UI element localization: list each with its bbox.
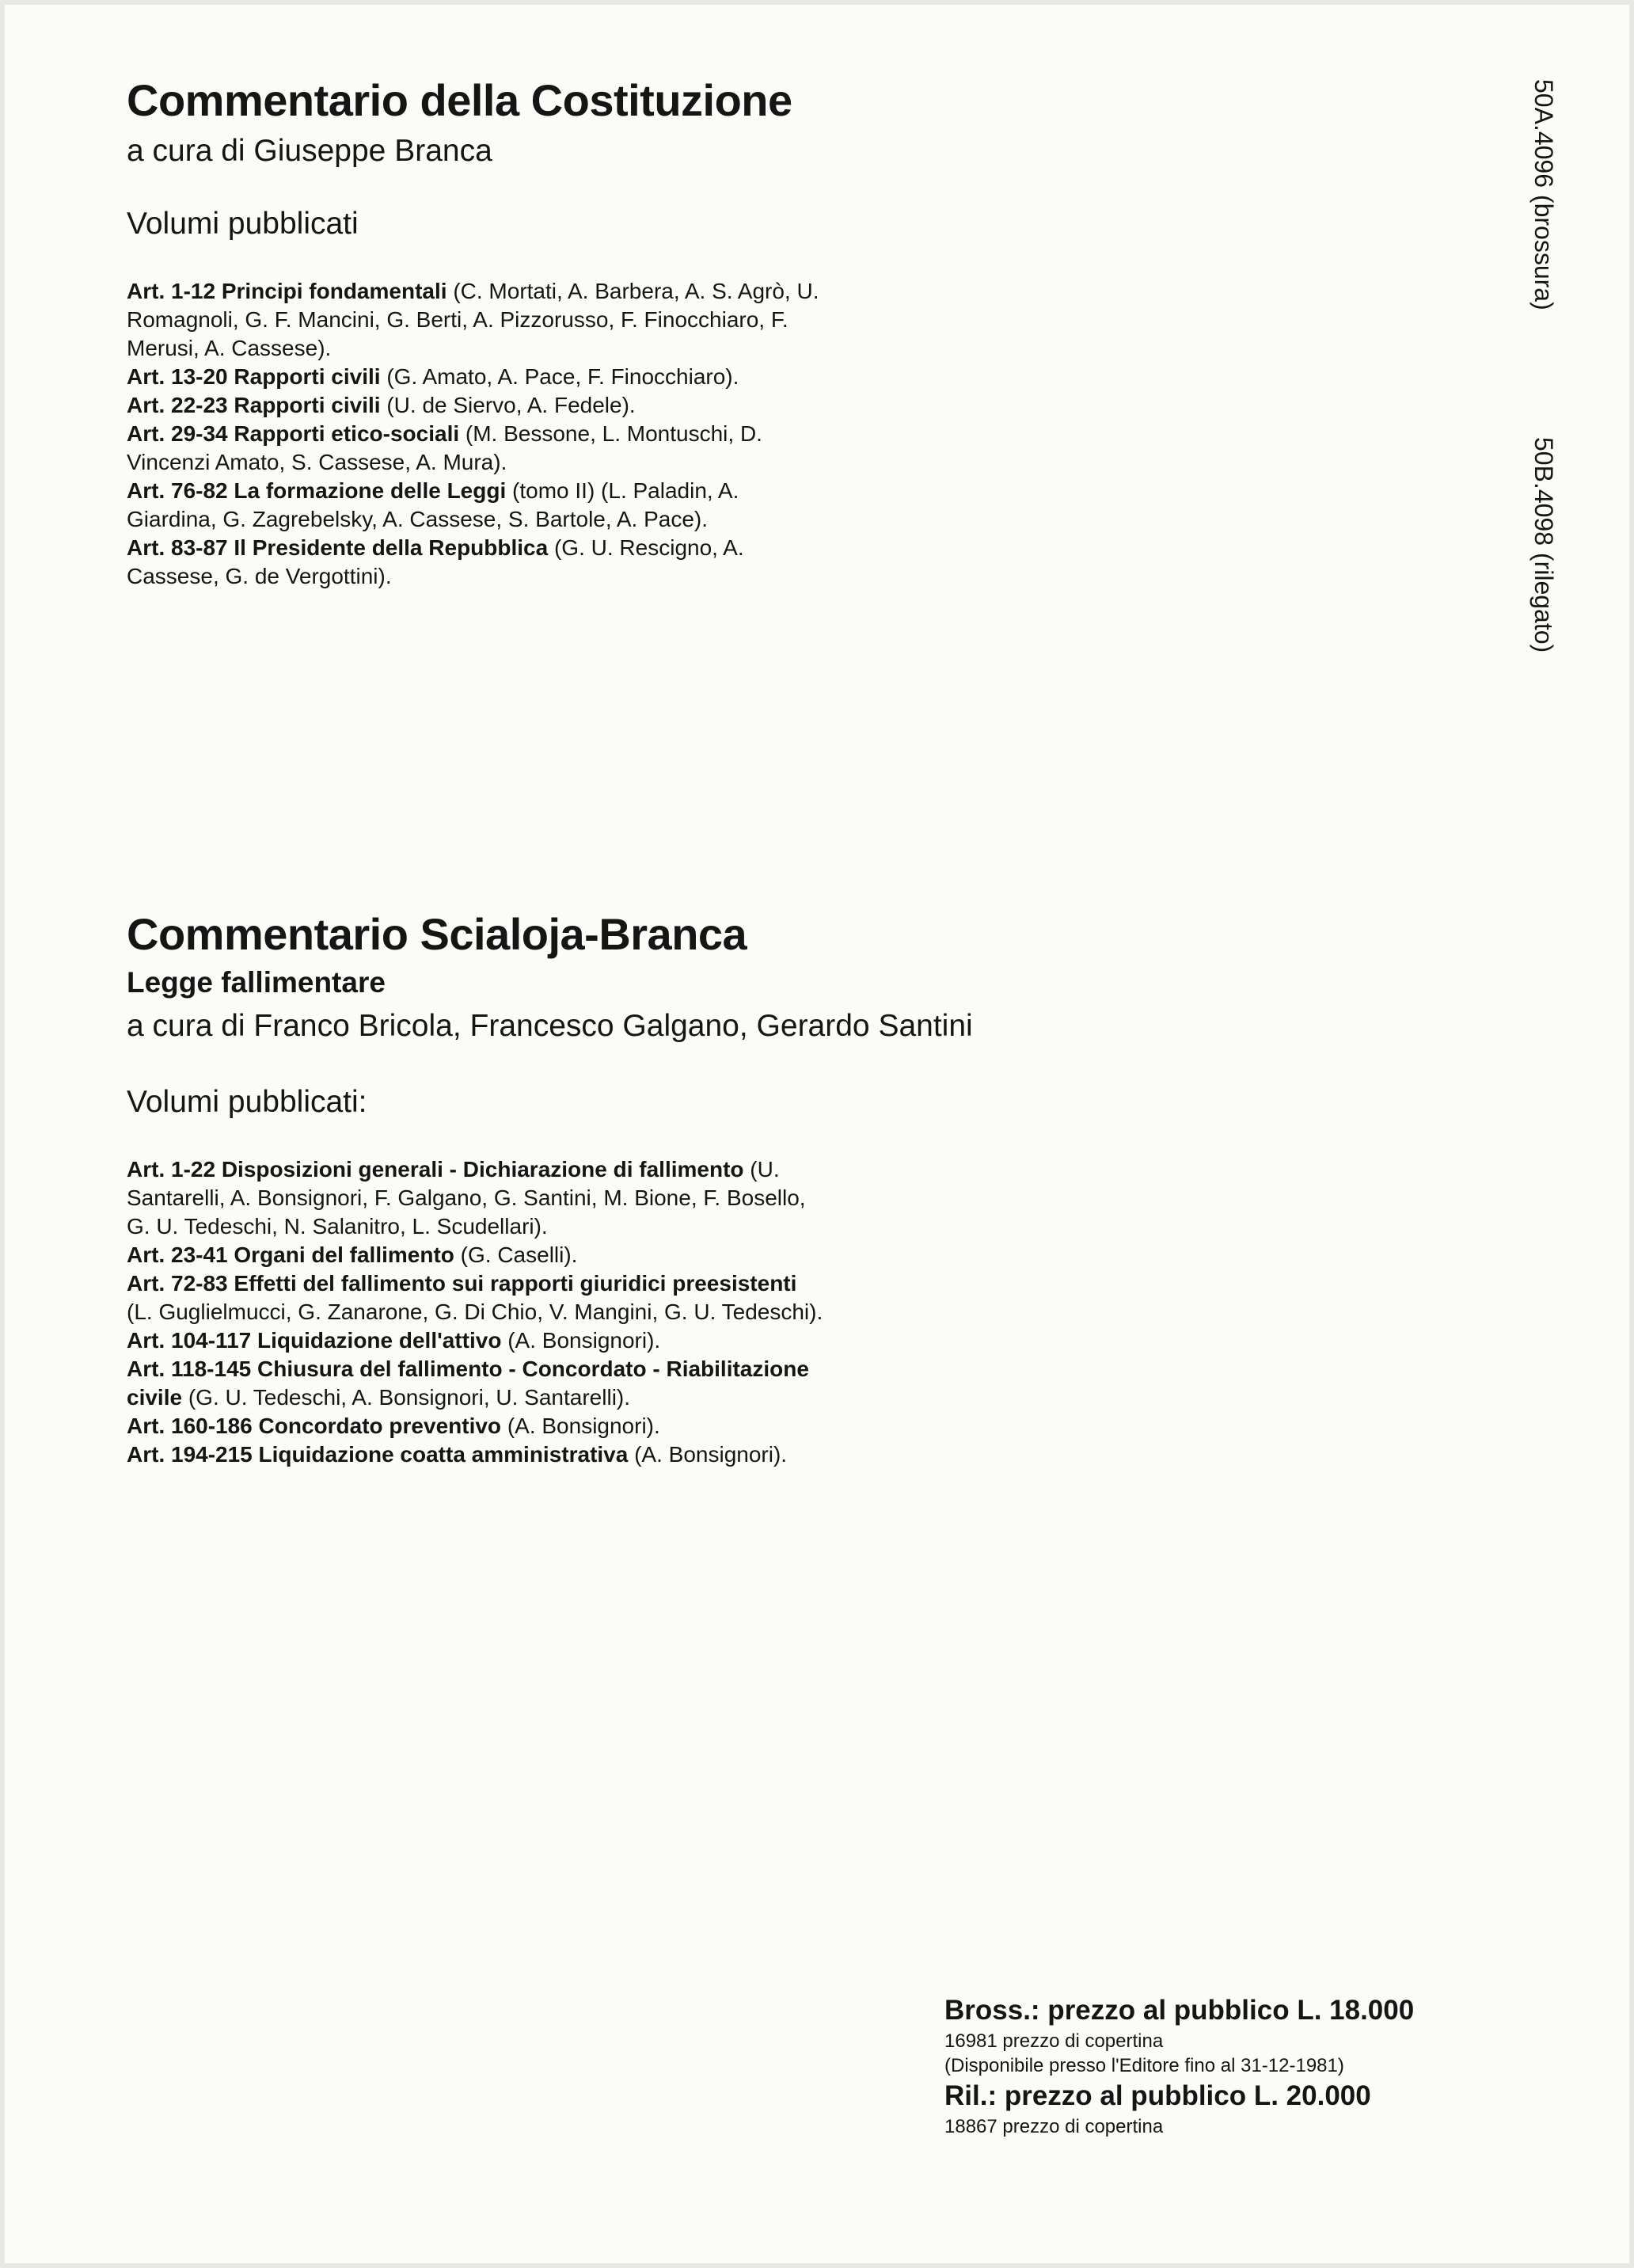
volume-entry	[127, 1355, 823, 1412]
entry-authors: (L. Guglielmucci, G. Zanarone, G. Di Chio, V. Mangini, G. U. Tedeschi).	[127, 1300, 823, 1324]
entry-articles: Art. 194-215	[127, 1442, 253, 1467]
entry-title: Liquidazione coatta amministrativa	[258, 1442, 629, 1467]
catalog-code-rilegato: 50B.4098 (rilegato)	[1530, 437, 1558, 653]
entry-articles: Art. 118-145	[127, 1357, 252, 1381]
entry-extra: (tomo II)	[512, 478, 595, 503]
entry-title: Rapporti etico-sociali	[234, 421, 460, 446]
section-commentario-costituzione	[127, 73, 1472, 591]
ril-cover-price: 18867 prezzo di copertina	[944, 2116, 1164, 2137]
entry-authors: (U. de Siervo, A. Fedele).	[386, 393, 636, 417]
pricing-block	[944, 1992, 1594, 2139]
entry-articles: Art. 22-23	[127, 393, 228, 417]
entry-title: Chiusura del fallimento - Concordato - Riabilitazione civile	[127, 1357, 809, 1410]
volume-entry	[127, 1155, 823, 1241]
bross-availability-note: (Disponibile presso l'Editore fino al 31-12-1981)	[944, 2055, 1344, 2076]
volumes-heading: Volumi pubblicati	[127, 207, 359, 241]
entry-authors: (U. Santarelli, A. Bonsignori, F. Galgano, G. Santini, M. Bione, F. Bosello, G. U. Tedeschi, N. Salanitro, L. Scudellari).	[127, 1157, 806, 1239]
entry-articles: Art. 104-117	[127, 1328, 252, 1353]
entry-authors: (A. Bonsignori).	[507, 1328, 661, 1353]
entry-title: La formazione delle Leggi	[234, 478, 507, 503]
entry-title: Il Presidente della Repubblica	[234, 535, 549, 560]
entry-articles: Art. 23-41	[127, 1242, 228, 1267]
entry-articles: Art. 29-34	[127, 421, 228, 446]
entry-articles: Art. 76-82	[127, 478, 228, 503]
bross-price: Bross.: prezzo al pubblico L. 18.000	[944, 1995, 1415, 2026]
entry-title: Organi del fallimento	[234, 1242, 454, 1267]
volume-entry	[127, 277, 823, 363]
entry-authors: (L. Paladin, A. Giardina, G. Zagrebelsky, A. Cassese, S. Bartole, A. Pace).	[127, 478, 739, 531]
series-title: Commentario Scialoja-Branca	[127, 909, 747, 959]
entry-authors: (A. Bonsignori).	[507, 1414, 660, 1438]
entry-title: Rapporti civili	[234, 364, 381, 389]
volume-entry	[127, 1326, 823, 1355]
entry-title: Disposizioni generali - Dichiarazione di fallimento	[221, 1157, 744, 1182]
volume-entry	[127, 1412, 823, 1440]
entry-authors: (A. Bonsignori).	[634, 1442, 788, 1467]
entry-articles: Art. 160-186	[127, 1414, 253, 1438]
series-title: Commentario della Costituzione	[127, 75, 792, 125]
section-commentario-scialoja-branca	[127, 907, 1472, 1469]
volume-entry	[127, 477, 823, 534]
entry-articles: Art. 83-87	[127, 535, 228, 560]
volume-entry	[127, 534, 823, 591]
entry-authors: (G. U. Tedeschi, A. Bonsignori, U. Santarelli).	[188, 1385, 631, 1410]
volumes-heading: Volumi pubblicati:	[127, 1085, 367, 1119]
entry-title: Concordato preventivo	[258, 1414, 502, 1438]
volume-entry	[127, 1440, 823, 1469]
entry-authors: (M. Bessone, L. Montuschi, D. Vincenzi Amato, S. Cassese, A. Mura).	[127, 421, 762, 474]
entry-articles: Art. 1-22	[127, 1157, 216, 1182]
volume-entry	[127, 363, 823, 391]
entry-authors: (G. Amato, A. Pace, F. Finocchiaro).	[386, 364, 739, 389]
volume-list	[127, 1155, 823, 1469]
entry-authors: (C. Mortati, A. Barbera, A. S. Agrò, U. Romagnoli, G. F. Mancini, G. Berti, A. Pizzorusso, F. Finocchiaro, F. Merusi, A. Cassese).	[127, 279, 819, 360]
series-editors: a cura di Franco Bricola, Francesco Galgano, Gerardo Santini	[127, 1009, 973, 1043]
entry-authors: (G. U. Rescigno, A. Cassese, G. de Vergottini).	[127, 535, 744, 588]
volume-entry	[127, 420, 823, 477]
volume-entry	[127, 391, 823, 420]
entry-title: Liquidazione dell'attivo	[257, 1328, 502, 1353]
bross-cover-price: 16981 prezzo di copertina	[944, 2030, 1164, 2052]
entry-title: Effetti del fallimento sui rapporti giuridici preesistenti	[234, 1271, 797, 1296]
volume-entry	[127, 1241, 823, 1269]
entry-articles: Art. 1-12	[127, 279, 216, 303]
entry-authors: (G. Caselli).	[460, 1242, 578, 1267]
entry-articles: Art. 13-20	[127, 364, 228, 389]
ril-price: Ril.: prezzo al pubblico L. 20.000	[944, 2080, 1371, 2111]
volume-entry	[127, 1269, 823, 1326]
catalog-code-brossura: 50A.4096 (brossura)	[1530, 79, 1558, 310]
entry-title: Principi fondamentali	[221, 279, 447, 303]
entry-articles: Art. 72-83	[127, 1271, 228, 1296]
entry-title: Rapporti civili	[234, 393, 381, 417]
series-subtitle: Legge fallimentare	[127, 966, 386, 999]
volume-list	[127, 277, 823, 591]
series-editors: a cura di Giuseppe Branca	[127, 134, 492, 168]
